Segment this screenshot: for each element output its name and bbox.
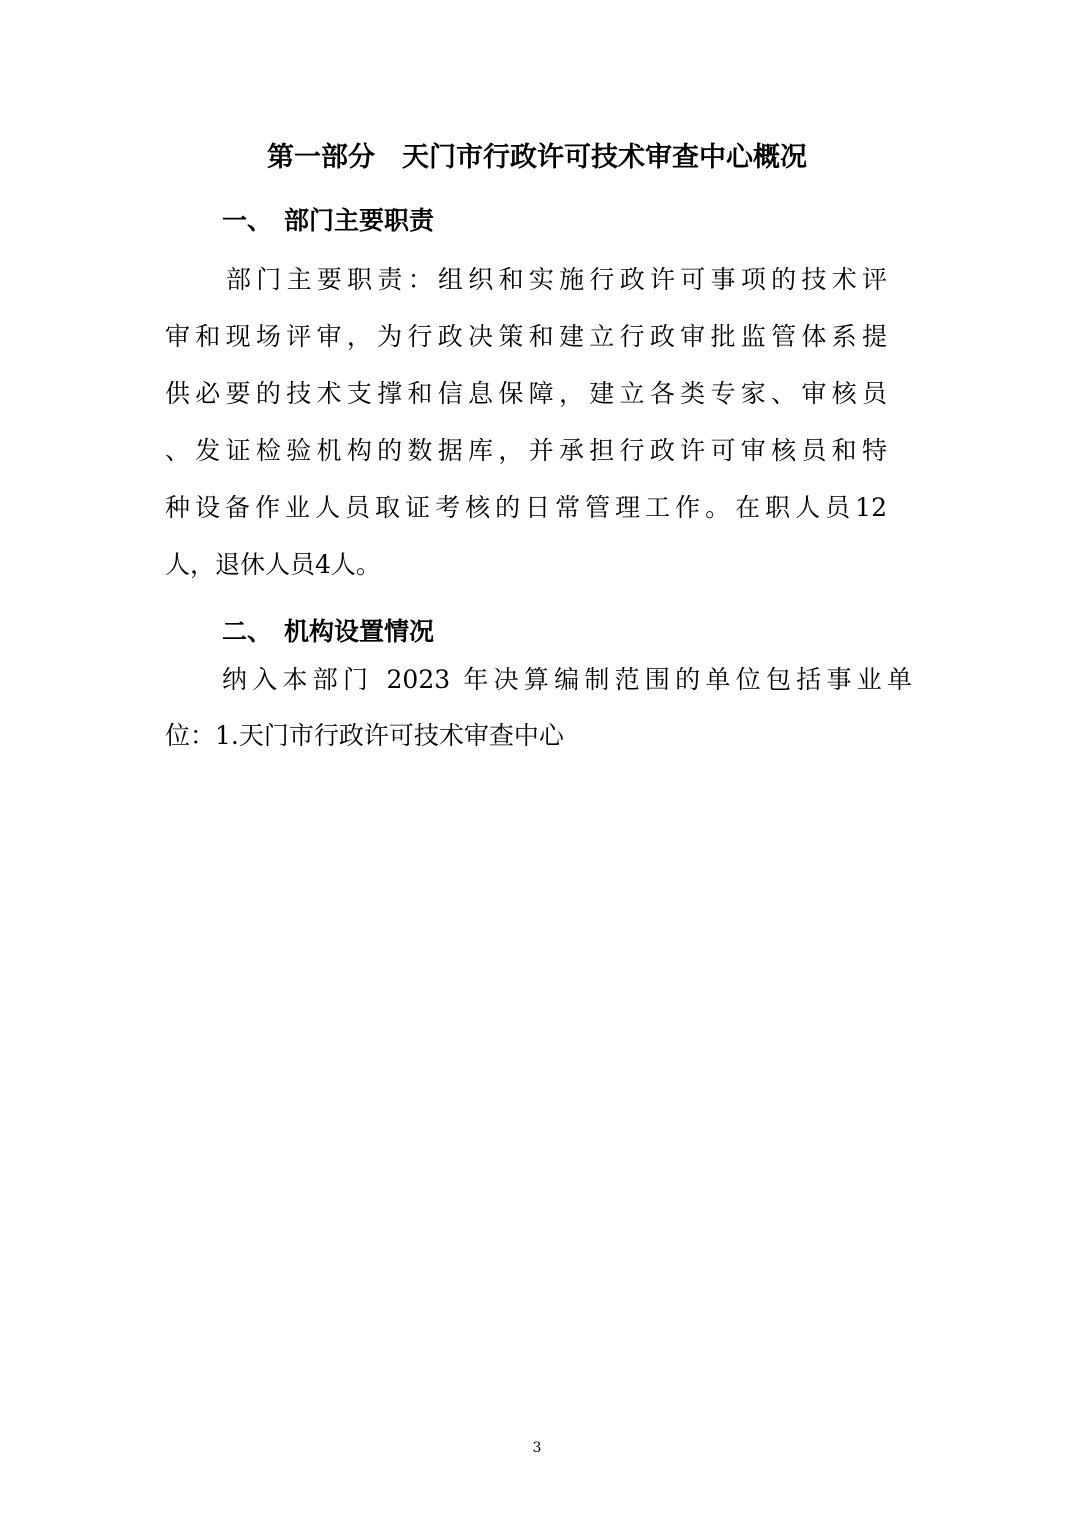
paragraph-line: 位：1.天门市行政许可技术审查中心 <box>165 721 564 750</box>
paragraph-line: 种设备作业人员取证考核的日常管理工作。在职人员12 <box>165 493 887 522</box>
section-number: 二、 <box>222 617 273 646</box>
section-heading-text: 机构设置情况 <box>284 617 435 646</box>
paragraph-line: 、发证检验机构的数据库，并承担行政许可审核员和特 <box>165 436 887 465</box>
section-heading-text: 部门主要职责 <box>284 206 435 235</box>
page-number: 3 <box>532 1440 542 1456</box>
paragraph-line: 部门主要职责：组织和实施行政许可事项的技术评 <box>226 265 887 294</box>
section-number: 一、 <box>222 206 273 235</box>
paragraph-line: 审和现场评审，为行政决策和建立行政审批监管体系提 <box>165 322 887 351</box>
page-title: 第一部分 天门市行政许可技术审查中心概况 <box>267 142 807 173</box>
section-heading-organization <box>222 613 434 651</box>
section-heading-duties <box>222 202 434 240</box>
paragraph-line: 供必要的技术支撑和信息保障，建立各类专家、审核员 <box>165 379 887 408</box>
paragraph-line: 人，退休人员4人。 <box>165 550 381 579</box>
paragraph-line: 纳入本部门 2023 年决算编制范围的单位包括事业单 <box>222 665 912 694</box>
